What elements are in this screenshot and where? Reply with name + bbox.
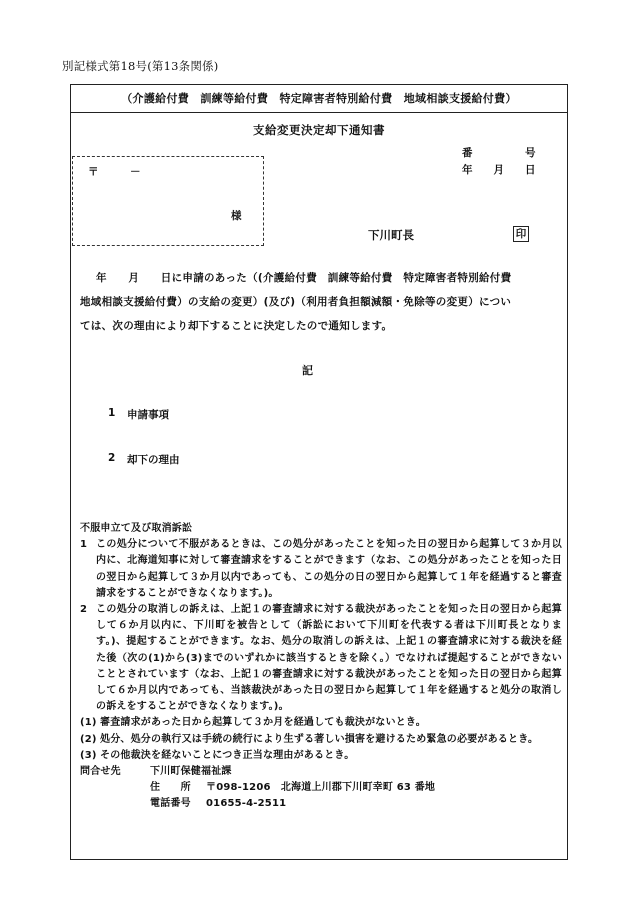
contact-block xyxy=(80,764,562,780)
condition-3 xyxy=(80,748,562,764)
contact-phone xyxy=(150,796,562,812)
phone-label: 電話番号 xyxy=(150,798,191,810)
number-label: 番 号 xyxy=(462,147,536,159)
address-label: 住 所 xyxy=(150,782,191,794)
body-line-2: 地域相談支援給付費）の支給の変更）(及び)（利用者負担額減額・免除等の変更）につい xyxy=(80,296,512,308)
form-label: 別記様式第18号(第13条関係) xyxy=(62,59,219,73)
appeal-heading: 不服申立て及び取消訴訟 xyxy=(80,523,193,534)
appeal-paragraph-2 xyxy=(80,602,562,715)
ki-heading: 記 xyxy=(302,364,313,377)
address-value: 〒098-1206 北海道上川郡下川町幸町 63 番地 xyxy=(206,782,436,794)
item-number: 2 xyxy=(108,452,116,464)
issuer-name: 下川町長 xyxy=(368,228,414,242)
paragraph-number: 1 xyxy=(80,539,88,551)
header-title: （介護給付費 訓練等給付費 特定障害者特別給付費 地域相談支援給付費） xyxy=(70,84,568,113)
condition-number: (3) xyxy=(80,749,97,761)
date-label: 年 月 日 xyxy=(462,164,536,176)
contact-department: 下川町保健福祉課 xyxy=(150,766,232,778)
condition-text: 審査請求があった日から起算して３か月を経過しても裁決がないとき。 xyxy=(100,717,426,729)
phone-value: 01655-4-2511 xyxy=(206,798,287,810)
condition-number: (1) xyxy=(80,717,97,729)
item-number: 1 xyxy=(108,407,116,419)
body-line-3: ては、次の理由により却下することに決定したので通知します。 xyxy=(80,320,393,332)
appeal-section xyxy=(80,521,562,813)
condition-1 xyxy=(80,715,562,731)
condition-number: (2) xyxy=(80,733,97,745)
condition-2 xyxy=(80,732,562,748)
appeal-paragraph-1 xyxy=(80,537,562,602)
postal-code: 〒 － xyxy=(88,166,141,178)
paragraph-text: この処分について不服があるときは、この処分があったことを知った日の翌日から起算して３か月以内に、北海道知事に対して審査請求をすることができます（なお、この処分があったことを知った日の翌日から起算して３か月以内であっても、この処分の日の翌日から起算して１年を経過すると審査請求をすることができなくなります。)。 xyxy=(96,539,562,599)
seal-mark: 印 xyxy=(513,226,529,242)
paragraph-number: 2 xyxy=(80,604,88,616)
body-line-1: 年 月 日に申請のあった（(介護給付費 訓練等給付費 特定障害者特別給付費 xyxy=(96,272,512,284)
item-application-matters: 申請事項 xyxy=(127,409,169,421)
recipient-honorific: 様 xyxy=(231,210,242,222)
paragraph-text: この処分の取消しの訴えは、上記１の審査請求に対する裁決があったことを知った日の翌日から起算して６か月以内に、下川町を被告として（訴訟において下川町を代表する者は下川町長となります。)、提起することができます。なお、処分の取消しの訴えは、上記１の審査請求に対する裁決を経た後（次の(1)から(3)までのいずれかに該当するときを除く。）でなければ提起することができないこととされています（なお、上記１の審査請求に対する裁決があったことを知った日の翌日から起算して６か月以内であっても、当該裁決があった日の翌日から起算して１年を経過すると処分の取消しの訴えをすることができなくなります。)。 xyxy=(96,604,562,713)
contact-label: 問合せ先 xyxy=(80,766,121,778)
condition-text: その他裁決を経ないことにつき正当な理由があるとき。 xyxy=(100,749,355,761)
contact-address xyxy=(150,780,562,796)
condition-text: 処分、処分の執行又は手続の続行により生ずる著しい損害を避けるため緊急の必要があるとき。 xyxy=(100,733,539,745)
item-rejection-reason: 却下の理由 xyxy=(127,454,180,466)
document-title: 支給変更決定却下通知書 xyxy=(253,123,385,137)
